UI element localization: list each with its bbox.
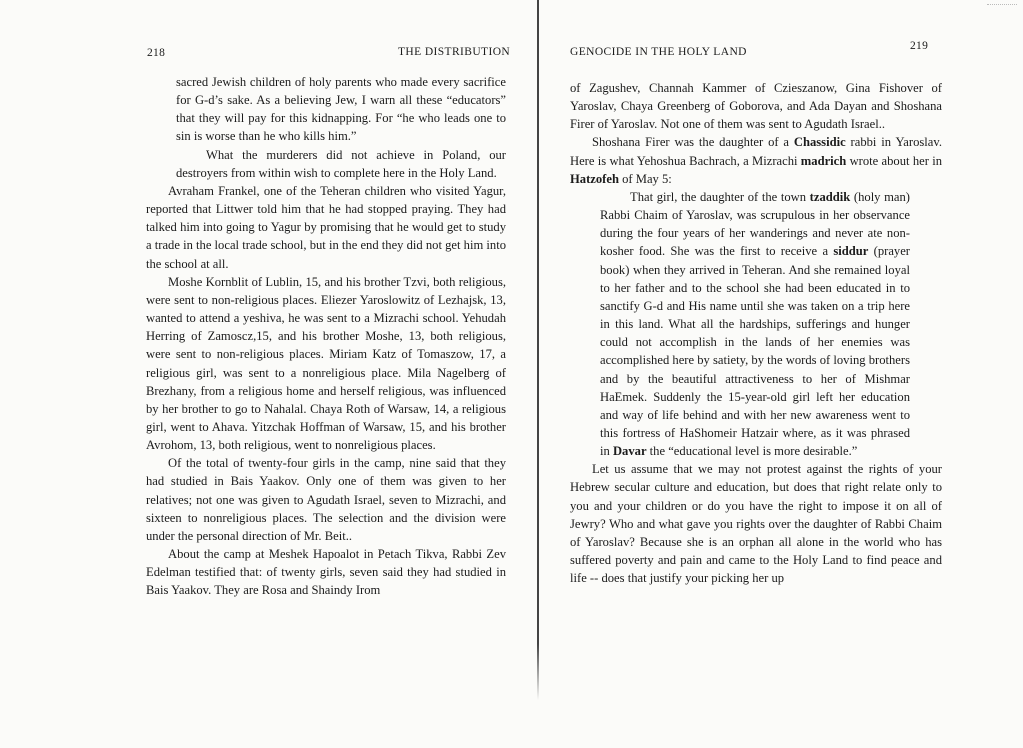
- paragraph: Avraham Frankel, one of the Teheran children who visited Yagur, reported that Littwer told him that he had stopped praying. They had talked him into going to Yagur by promising that he would get to study a trade in the local trade school, but in the end they did not get him into the school at all.: [146, 183, 506, 271]
- paragraph: Let us assume that we may not protest against the rights of your Hebrew secular culture and education, but does that right relate only to you and your children or do you have the right to impose it on all of Jewry? Who and what gave you rights over the daughter of Rabbi Chaim of Yaroslav? Because she is an orphan all alone in the world who has suffered poverty and pain and came to the Holy Land to find peace and life -- does that justify your picking her up: [570, 462, 942, 586]
- blockquote-continuation: sacred Jewish children of holy parents who made every sacrifice for G-d’s sake. As a believing Jew, I warn all these “educators” that they will pay for this kidnapping. For “he who leads one to sin is worse than he who kills him.”: [176, 75, 506, 144]
- left-running-head: THE DISTRIBUTION: [398, 46, 511, 58]
- right-running-head: GENOCIDE IN THE HOLY LAND: [570, 46, 747, 58]
- blockquote-paragraph: What the murderers did not achieve in Poland, our destroyers from within wish to complete here in the Holy Land.: [176, 147, 506, 180]
- right-page: [540, 0, 1023, 748]
- left-body-text: [146, 73, 506, 600]
- right-body-text: [570, 79, 942, 587]
- paragraph: Of the total of twenty-four girls in the camp, nine said that they had studied in Bais Yaakov. Only one of them was given to her relatives; not one was given to Agudath Israel, seven to Mizrachi, and sixteen to nonreligious places. The selection and the division were under the personal direction of Mr. Beit..: [146, 456, 506, 543]
- right-page-number: 219: [910, 40, 929, 52]
- paragraph: Moshe Kornblit of Lublin, 15, and his brother Tzvi, both religious, were sent to non-religious places. Eliezer Yaroslowitz of Lezhajsk, 13, wanted to attend a yeshiva, he was sent to a Mizrachi school. Yehudah Herring of Zamoscz,15, and his brother Moshe, 13, both religious, were sent to non-religious places. Miriam Katz of Tomaszow, 17, a religious girl, was sent to a nonreligious place. Mila Nagelberg of Brezhany, from a religious home and herself religious, was influenced by her brother to go to Nahalal. Chaya Roth of Warsaw, 14, a religious girl, went to Ahava. Yitzchak Hoffman of Warsaw, 15, and his brother Avrohom, 13, both religious, went to nonreligious places.: [146, 274, 506, 453]
- paragraph-continuation: of Zagushev, Channah Kammer of Czieszanow, Gina Fishover of Yaroslav, Chaya Greenberg of Goborova, and Ada Dayan and Shoshana Firer of Yaroslav. Not one of them was sent to Agudath Israel..: [570, 81, 942, 132]
- blockquote: That girl, the daughter of the town tzaddik (holy man) Rabbi Chaim of Yaroslav, was scrupulous in her observance during the four years of her wanderings and never ate non-kosher food. She was the first to receive a siddur (prayer book) when they arrived in Teheran. And she remained loyal to her father and to the school she had been educated in to sanctify G-d and His name until she was taken on a trip here in this land. What all the hardships, sufferings and hunger could not accomplish in the lands of her enemies was accomplished here by satiety, by the words of loving brothers and by the beautiful attractiveness to her of Mishmar HaEmek. Suddenly the 15-year-old girl left her education and way of life behind and with her new awareness went to this fortress of HaShomeir Hatzair where, as it was phrased in Davar the “educational level is more desirable.”: [600, 189, 910, 459]
- left-page-number: 218: [147, 47, 166, 59]
- paragraph: About the camp at Meshek Hapoalot in Petach Tikva, Rabbi Zev Edelman testified that: of twenty girls, seven said they had studied in Bais Yaakov. They are Rosa and Shaindy Irom: [146, 547, 506, 598]
- paragraph: Shoshana Firer was the daughter of a Chassidic rabbi in Yaroslav. Here is what Yehoshua Bachrach, a Mizrachi madrich wrote about her in Hatzofeh of May 5:: [570, 135, 943, 186]
